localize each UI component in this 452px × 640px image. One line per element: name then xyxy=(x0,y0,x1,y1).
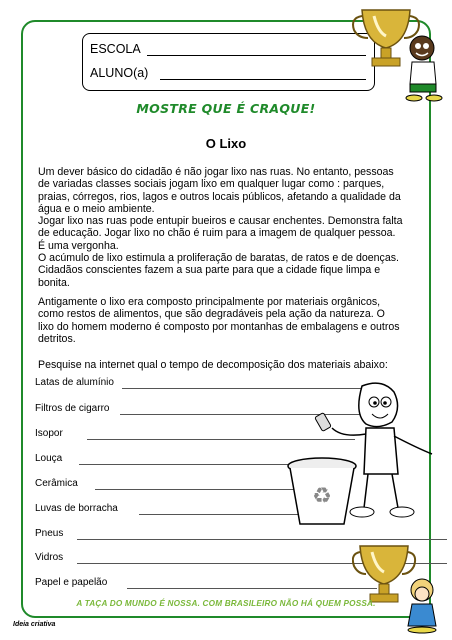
text-line: O acúmulo de lixo estimula a proliferação de baratas, de ratos e de doenças. xyxy=(38,252,399,265)
school-label: ESCOLA xyxy=(90,42,141,56)
page-title: O Lixo xyxy=(205,136,247,151)
svg-text:♻: ♻ xyxy=(312,484,332,509)
paragraph-1 xyxy=(38,166,408,289)
text-line: de variadas classes sociais jogam lixo em qualquer lugar como : parques, xyxy=(38,178,385,191)
text-line: água e o meio ambiente. xyxy=(38,202,155,215)
text-line: detritos. xyxy=(38,332,76,345)
material-label: Luvas de borracha xyxy=(35,503,118,514)
student-field[interactable] xyxy=(160,79,366,80)
text-line: de educação. Jogar lixo no chão é ruim para a imagem de qualquer pessoa. xyxy=(38,227,396,240)
headline: MOSTRE QUE É CRAQUE! xyxy=(136,101,316,116)
material-label: Cerâmica xyxy=(35,478,78,489)
credit-logo: Ideia criativa xyxy=(13,621,56,628)
text-line: lixo do homem moderno é composto por montanhas de embalagens e outros xyxy=(38,320,400,333)
text-line: É uma vergonha. xyxy=(38,239,119,252)
can-icon xyxy=(315,413,332,432)
student-label: ALUNO(a) xyxy=(90,66,149,80)
trophy-girl-illustration xyxy=(352,540,447,635)
text-line: Cidadãos conscientes fazem a sua parte para que a cidade fique limpa e xyxy=(38,264,381,277)
material-label: Isopor xyxy=(35,428,63,439)
answer-line[interactable] xyxy=(127,588,377,589)
footer-slogan: A TAÇA DO MUNDO É NOSSA. COM BRASILEIRO NÃO HÁ QUEM POSSA. xyxy=(76,599,376,608)
recycling-bin-icon xyxy=(288,458,356,524)
material-label: Vidros xyxy=(35,552,64,563)
paragraph-2 xyxy=(38,296,408,345)
material-label: Latas de alumínio xyxy=(35,377,114,388)
material-label: Filtros de cigarro xyxy=(35,403,110,414)
trophy-boy-illustration xyxy=(350,2,450,102)
material-label: Papel e papelão xyxy=(35,577,108,588)
cartoon-boy xyxy=(406,36,442,101)
text-line: bonita. xyxy=(38,276,70,289)
text-line: Antigamente o lixo era composto principalmente por materiais orgânicos, xyxy=(38,296,381,308)
school-field[interactable] xyxy=(147,55,366,56)
text-line: praias, córregos, rios, lagos e outros locais públicos, afetando a qualidade da xyxy=(38,190,401,203)
boy-trash-illustration xyxy=(282,378,442,528)
research-prompt: Pesquise na internet qual o tempo de decomposição dos materiais abaixo: xyxy=(38,359,388,371)
trophy-icon xyxy=(353,546,415,602)
trophy-icon xyxy=(353,10,419,66)
material-label: Pneus xyxy=(35,528,64,539)
material-label: Louça xyxy=(35,453,63,464)
text-line: Jogar lixo nas ruas pode entupir bueiros e causar enchentes. Demonstra falta xyxy=(38,215,403,228)
text-line: Um dever básico do cidadão é não jogar lixo nas ruas. No entanto, pessoas xyxy=(38,166,394,178)
text-line: como restos de alimentos, que são degradáveis pela ação da natureza. O xyxy=(38,308,385,321)
